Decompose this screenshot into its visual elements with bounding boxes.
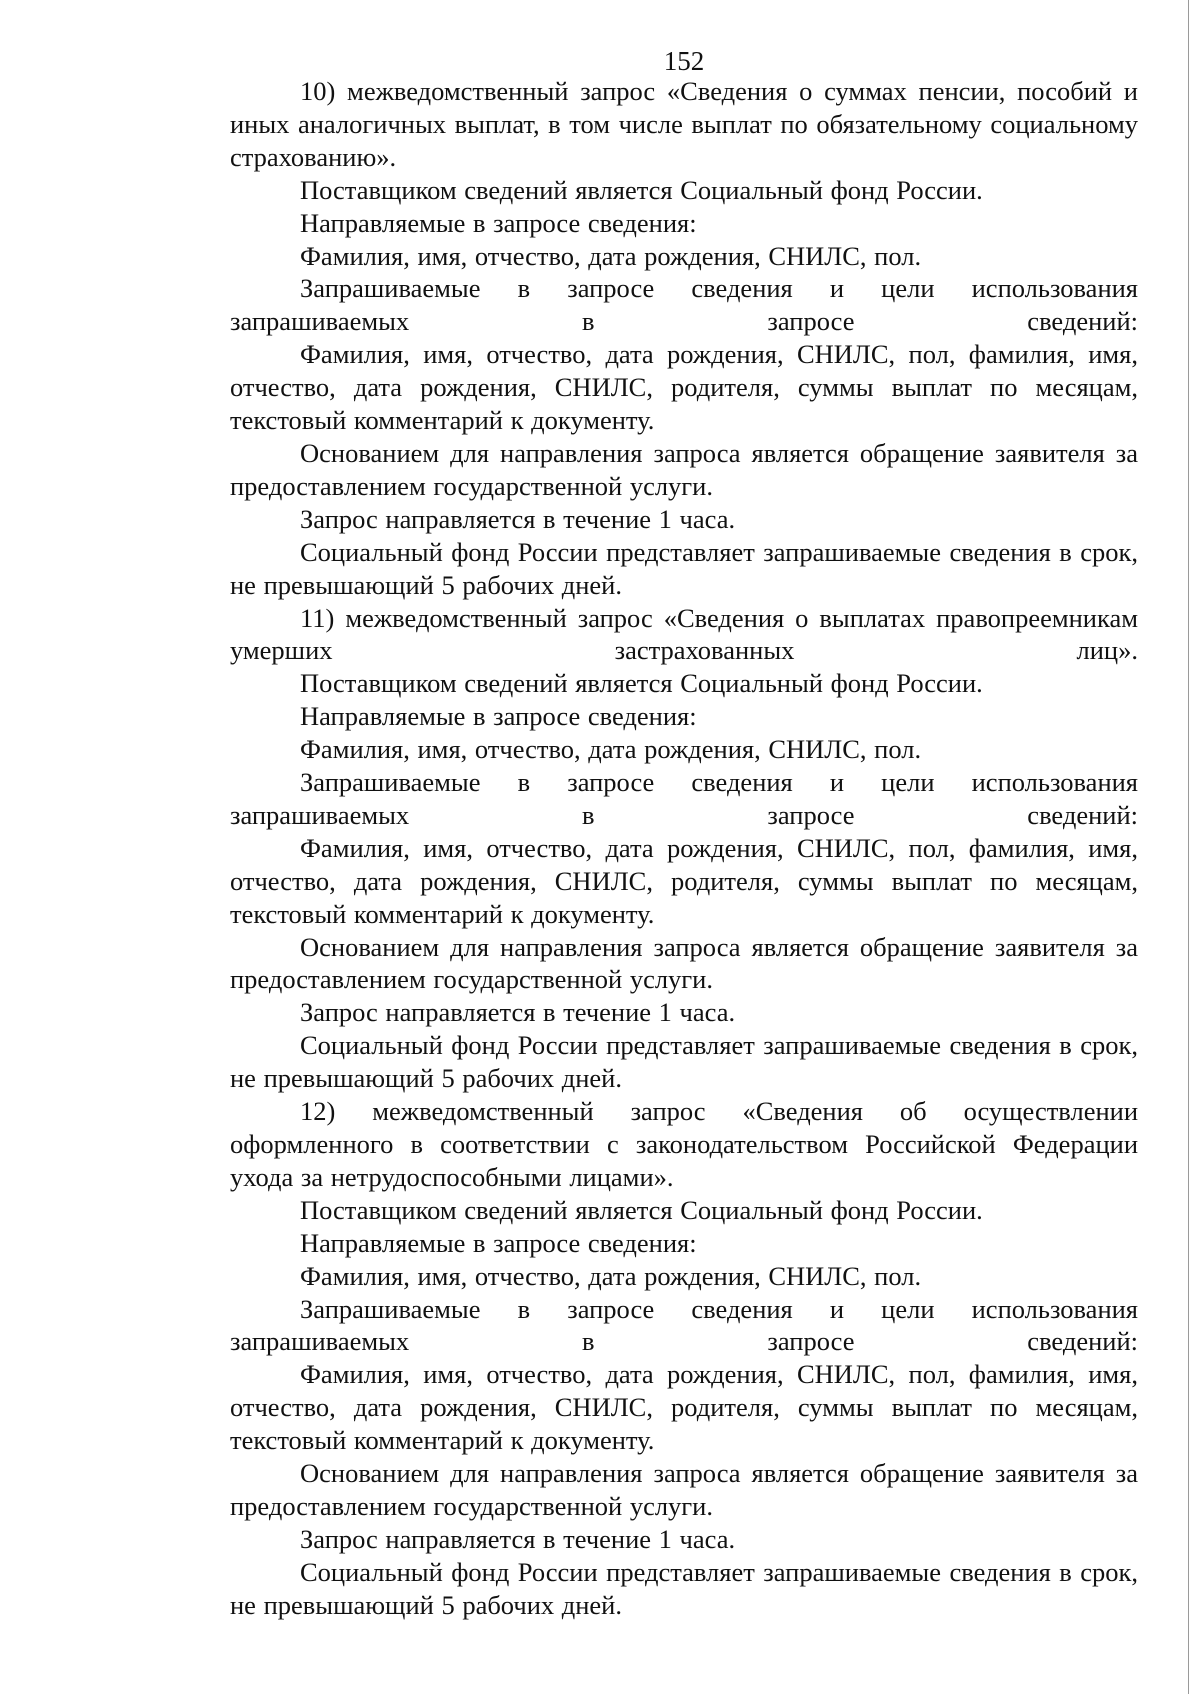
paragraph-requested-data-heading: Запрашиваемые в запросе сведения и цели использования запрашиваемых в запросе сведений:	[230, 273, 1138, 337]
paragraph-sent-data: Фамилия, имя, отчество, дата рождения, СНИЛС, пол.	[300, 734, 922, 765]
paragraph-requested-data: Фамилия, имя, отчество, дата рождения, СНИЛС, пол, фамилия, имя, отчество, дата рождения, СНИЛС, родителя, суммы выплат по месяцам, текстовый комментарий к документу.	[230, 339, 1138, 436]
paragraph-basis: Основанием для направления запроса является обращение заявителя за предоставлением государственной услуги.	[230, 931, 1138, 995]
paragraph-basis: Основанием для направления запроса является обращение заявителя за предоставлением государственной услуги.	[230, 1458, 1138, 1521]
document-page	[230, 45, 1138, 1622]
paragraph-basis: Основанием для направления запроса является обращение заявителя за предоставлением государственной услуги.	[230, 437, 1138, 501]
paragraph-supplier: Поставщиком сведений является Социальный фонд России.	[300, 668, 983, 699]
paragraph-response-deadline: Социальный фонд России представляет запрашиваемые сведения в срок, не превышающий 5 рабочих дней.	[230, 536, 1138, 600]
paragraph-sent-data-heading: Направляемые в запросе сведения:	[300, 701, 697, 732]
paragraph-timing: Запрос направляется в течение 1 часа.	[300, 997, 736, 1028]
paragraph-response-deadline: Социальный фонд России представляет запрашиваемые сведения в срок, не превышающий 5 рабочих дней.	[230, 1030, 1138, 1094]
paragraph-timing: Запрос направляется в течение 1 часа.	[300, 503, 736, 534]
paragraph-supplier: Поставщиком сведений является Социальный фонд России.	[300, 1194, 983, 1225]
paragraph-response-deadline: Социальный фонд России представляет запрашиваемые сведения в срок, не превышающий 5 рабочих дней.	[230, 1556, 1138, 1620]
scan-edge-line	[1188, 0, 1189, 1694]
paragraph-request-10-title: 10) межведомственный запрос «Сведения о суммах пенсии, пособий и иных аналогичных выплат, в том числе выплат по обязательному социальному страхованию».	[230, 76, 1138, 172]
paragraph-requested-data: Фамилия, имя, отчество, дата рождения, СНИЛС, пол, фамилия, имя, отчество, дата рождения, СНИЛС, родителя, суммы выплат по месяцам, текстовый комментарий к документу.	[230, 1359, 1138, 1456]
paragraph-sent-data: Фамилия, имя, отчество, дата рождения, СНИЛС, пол.	[300, 240, 922, 271]
paragraph-sent-data-heading: Направляемые в запросе сведения:	[300, 1227, 697, 1258]
paragraph-requested-data-heading: Запрашиваемые в запросе сведения и цели использования запрашиваемых в запросе сведений:	[230, 1293, 1138, 1357]
page-number: 152	[663, 46, 705, 76]
paragraph-request-11-title: 11) межведомственный запрос «Сведения о выплатах правопреемникам умерших застрахованных лиц».	[230, 602, 1138, 666]
paragraph-request-12-title: 12) межведомственный запрос «Сведения об осуществлении оформленного в соответствии с законодательством Российской Федерации ухода за нетрудоспособными лицами».	[230, 1096, 1138, 1192]
paragraph-requested-data: Фамилия, имя, отчество, дата рождения, СНИЛС, пол, фамилия, имя, отчество, дата рождения, СНИЛС, родителя, суммы выплат по месяцам, текстовый комментарий к документу.	[230, 832, 1138, 929]
paragraph-requested-data-heading: Запрашиваемые в запросе сведения и цели использования запрашиваемых в запросе сведений:	[230, 767, 1138, 830]
paragraph-sent-data: Фамилия, имя, отчество, дата рождения, СНИЛС, пол.	[300, 1260, 922, 1291]
paragraph-sent-data-heading: Направляемые в запросе сведения:	[300, 207, 697, 238]
paragraph-supplier: Поставщиком сведений является Социальный фонд России.	[300, 174, 983, 205]
paragraph-timing: Запрос направляется в течение 1 часа.	[300, 1523, 736, 1554]
